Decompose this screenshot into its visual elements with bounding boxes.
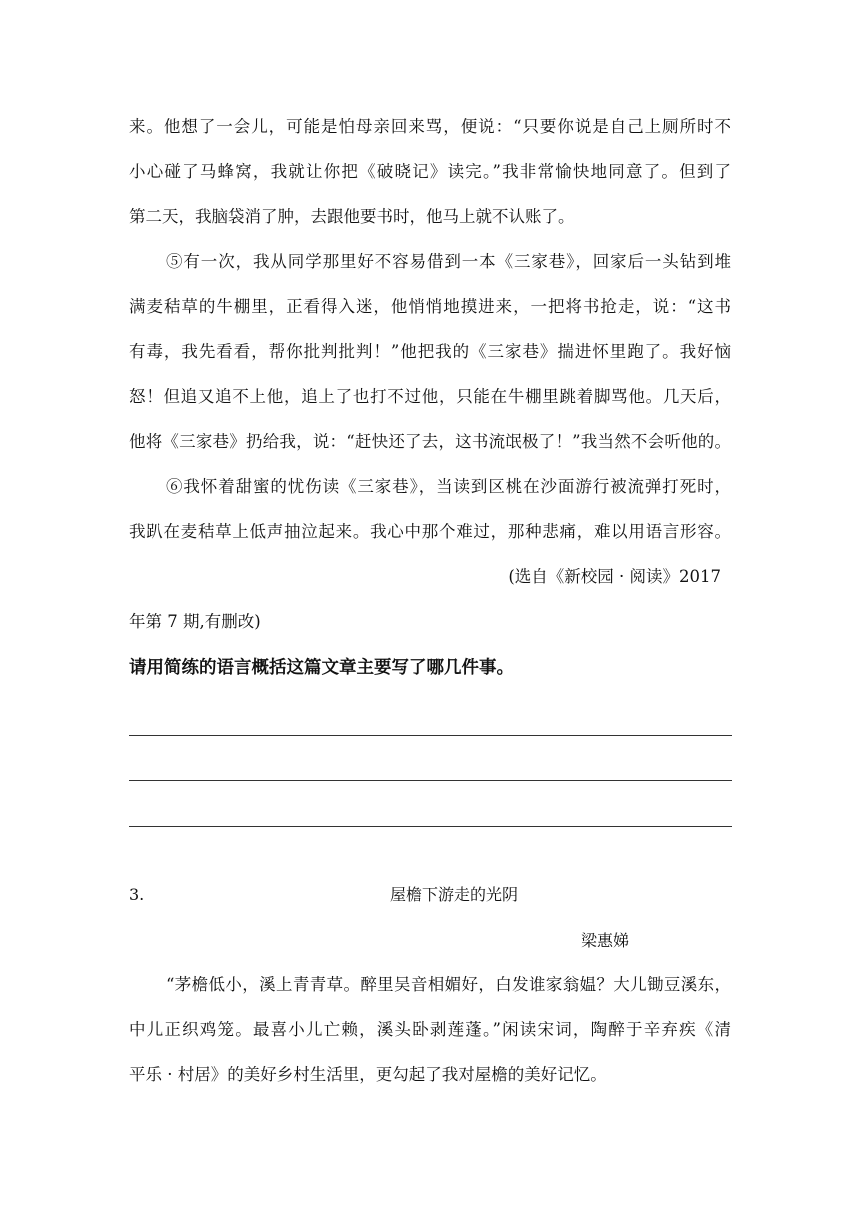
passage-line: 第二天，我脑袋消了肿，去跟他要书时，他马上就不认账了。 [129, 207, 575, 226]
passage-line: 来。他想了一会儿，可能是怕母亲回来骂，便说：“只要你说是自己上厕所时不 [129, 117, 731, 136]
paragraph-5-line: 有毒，我先看看，帮你批判批判！”他把我的《三家巷》揣进怀里跑了。我好恼 [129, 342, 731, 361]
paragraph-5-line: ⑤有一次，我从同学那里好不容易借到一本《三家巷》，回家后一头钻到堆 [166, 252, 731, 271]
answer-line [129, 735, 732, 736]
source-citation: (选自《新校园 · 阅读》2017 [508, 567, 721, 586]
paragraph-6-line: ⑥我怀着甜蜜的忧伤读《三家巷》，当读到区桃在沙面游行被流弹打死时， [166, 477, 731, 496]
article-line: 平乐 · 村居》的美好乡村生活里，更勾起了我对屋檐的美好记忆。 [129, 1065, 607, 1084]
article-line: “茅檐低小，溪上青青草。醉里吴音相媚好，白发谁家翁媪？大儿锄豆溪东， [166, 975, 731, 994]
answer-line [129, 826, 732, 827]
article-title: 屋檐下游走的光阴 [389, 885, 518, 904]
question-prompt: 请用简练的语言概括这篇文章主要写了哪几件事。 [129, 658, 514, 678]
answer-line [129, 780, 732, 781]
passage-line: 小心碰了马蜂窝，我就让你把《破晓记》读完。”我非常愉快地同意了。但到了 [129, 162, 731, 181]
article-line: 中儿正织鸡笼。最喜小儿亡赖，溪头卧剥莲蓬。”闲读宋词，陶醉于辛弃疾《清 [129, 1020, 731, 1039]
paragraph-5-line: 怒！但追又追不上他，追上了也打不过他，只能在牛棚里跳着脚骂他。几天后， [129, 387, 731, 406]
paragraph-6-line: 我趴在麦秸草上低声抽泣起来。我心中那个难过，那种悲痛，难以用语言形容。 [129, 522, 731, 541]
paragraph-5-line: 他将《三家巷》扔给我，说：“赶快还了去，这书流氓极了！”我当然不会听他的。 [129, 432, 731, 451]
paragraph-5-line: 满麦秸草的牛棚里，正看得入迷，他悄悄地摸进来，一把将书抢走，说：“这书 [129, 297, 731, 316]
question-number: 3. [129, 885, 145, 904]
source-citation-continued: 年第 7 期,有删改) [129, 612, 261, 631]
article-author: 梁惠娣 [580, 931, 629, 950]
